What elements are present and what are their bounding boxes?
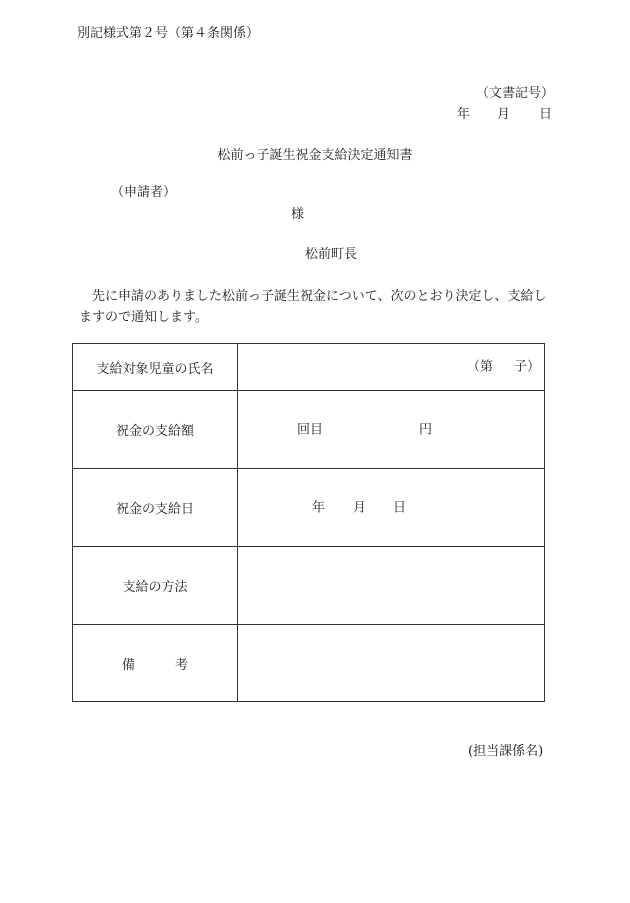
issuer: 松前町長 (305, 247, 358, 262)
form-number: 別記様式第２号（第４条関係） (77, 26, 260, 41)
child-order-suffix: 子） (514, 359, 541, 375)
honorific: 様 (291, 207, 305, 222)
document-title: 松前っ子誕生祝金支給決定通知書 (217, 148, 413, 163)
notice-body: 先に申請のありました松前っ子誕生祝金について、次のとおり決定し、支給しますので通知します。 (79, 289, 547, 325)
table-row (73, 391, 545, 469)
child-order-prefix: （第 (467, 359, 494, 375)
department-label: (担当課係名) (468, 744, 544, 759)
method-cell (238, 547, 545, 625)
table-row (73, 344, 545, 391)
child-name-cell (238, 344, 545, 391)
table-row (73, 547, 545, 625)
payday-cell (238, 469, 545, 547)
applicant-label: （申請者） (111, 185, 177, 200)
payday-year: 年 (312, 500, 326, 515)
date-day-label: 日 (539, 107, 553, 122)
amount-cell (238, 391, 545, 469)
amount-times: 回目 (297, 422, 324, 437)
amount-label: 祝金の支給額 (73, 391, 238, 469)
payday-label: 祝金の支給日 (73, 469, 238, 547)
table-row (73, 469, 545, 547)
method-label: 支給の方法 (73, 547, 238, 625)
document-number: （文書記号） (476, 86, 555, 101)
payday-month: 月 (353, 500, 367, 515)
amount-yen: 円 (419, 422, 433, 437)
date-month-label: 月 (497, 107, 511, 122)
payday-day: 日 (393, 500, 407, 515)
date-year-label: 年 (457, 107, 471, 122)
decision-table (72, 343, 545, 702)
remarks-cell (238, 625, 545, 702)
table-row (73, 625, 545, 702)
remarks-label: 備 考 (73, 625, 238, 702)
child-name-label: 支給対象児童の氏名 (73, 344, 238, 391)
